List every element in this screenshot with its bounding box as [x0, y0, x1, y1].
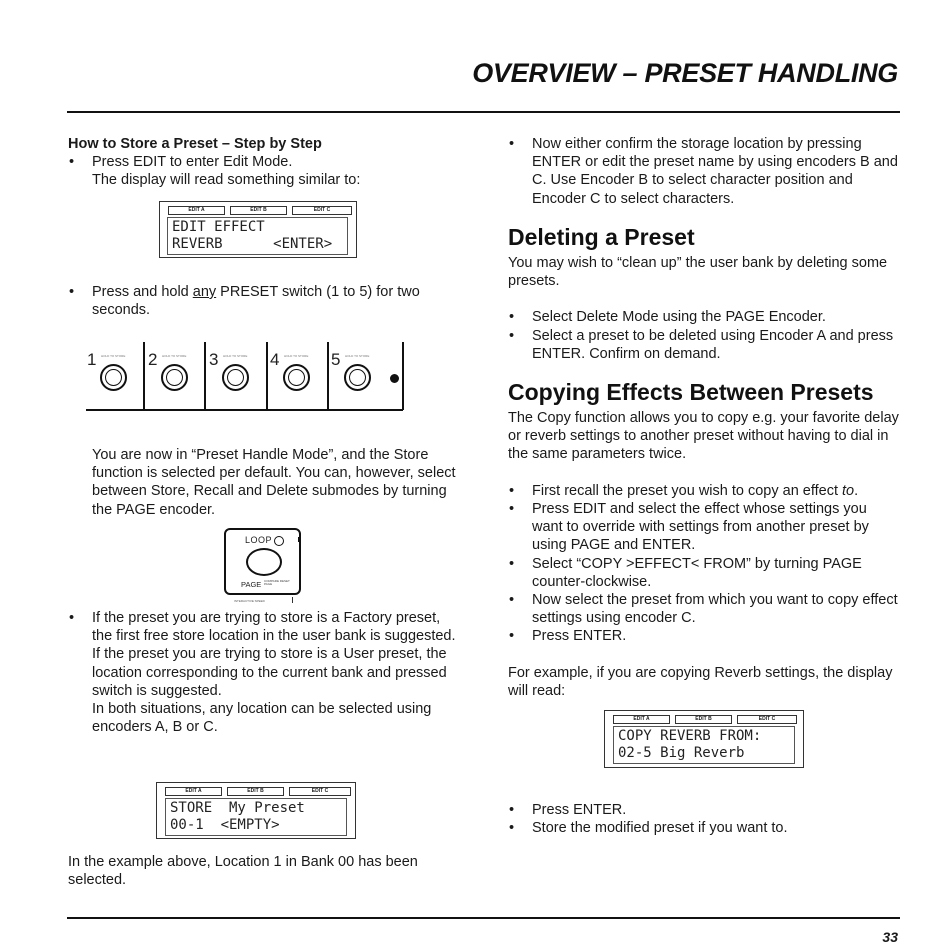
step-press-hold-pre: Press and hold	[92, 284, 193, 300]
final-step-store: • Store the modified preset if you want to.	[508, 819, 900, 837]
encoder-marker	[298, 537, 300, 542]
lcd-tab-edit-a: EDIT A	[613, 715, 670, 724]
example-location-text: In the example above, Location 1 in Bank 00 has been selected.	[68, 854, 418, 889]
user-preset-text: If the preset you are trying to store is a User preset, the location corresponding to the current bank and pressed switch is suggested.	[92, 646, 447, 699]
copy-heading: Copying Effects Between Presets	[508, 379, 874, 406]
copy-example-text: For example, if you are copying Reverb settings, the display will read:	[508, 664, 893, 700]
delete-step-2: • Select a preset to be deleted using Encoder A and press ENTER. Confirm on demand.	[508, 327, 900, 363]
lcd-screen	[165, 798, 347, 836]
step-press-edit-detail: The display will read something similar to:	[92, 172, 361, 189]
preset-switch-3[interactable]	[222, 364, 249, 391]
factory-preset-text: • If the preset you are trying to store is a Factory preset, the first free store location in the user bank is suggested.	[68, 609, 460, 645]
loop-label: LOOP	[245, 535, 273, 545]
switch-number-5: 5	[331, 350, 341, 369]
switch-hold-label: HOLD TO STORE	[223, 354, 248, 358]
switch-divider	[204, 342, 206, 410]
switch-row-baseline	[86, 409, 403, 411]
example-block	[68, 853, 460, 889]
copy-step-1-em: to	[842, 482, 855, 499]
delete-intro: You may wish to “clean up” the user bank by deleting some presets.	[508, 254, 888, 290]
page-sub-label: COMPARE RESET PAGE	[264, 579, 290, 586]
copy-step-1-post: .	[854, 482, 859, 499]
lcd-line-1: COPY REVERB FROM:	[618, 728, 762, 744]
step-press-edit: • Press EDIT to enter Edit Mode.	[68, 153, 458, 171]
page-title: OVERVIEW – PRESET HANDLING	[472, 58, 898, 88]
lcd-tab-edit-a: EDIT A	[168, 206, 225, 215]
page-number: 33	[882, 929, 898, 945]
lcd-tab-edit-c: EDIT C	[292, 206, 352, 215]
switch-hold-label: HOLD TO STORE	[284, 354, 309, 358]
lcd-line-2: REVERB <ENTER>	[172, 236, 333, 252]
switch-hold-label: HOLD TO STORE	[101, 354, 126, 358]
lcd-line-2: 00-1 <EMPTY>	[170, 817, 280, 833]
switch-number-3: 3	[209, 350, 219, 369]
lcd-display-store	[156, 782, 356, 839]
step-press-hold-any: any	[192, 284, 217, 300]
encoder-tick	[292, 597, 293, 603]
footer-rule	[67, 917, 900, 919]
lcd-tab-edit-b: EDIT B	[230, 206, 287, 215]
handle-mode-text: You are now in “Preset Handle Mode”, and the Store function is selected per default. You can, however, select between Store, Recall and Delete submodes by turning the PAGE encoder.	[92, 447, 456, 518]
both-situations-text: In both situations, any location can be selected using encoders A, B or C.	[92, 701, 432, 736]
lcd-screen	[613, 726, 795, 764]
switch-number-1: 1	[87, 350, 97, 369]
lcd-display-edit-effect	[159, 201, 357, 258]
lcd-tab-edit-a: EDIT A	[165, 787, 222, 796]
final-steps-block	[508, 801, 900, 837]
switch-divider	[327, 342, 329, 410]
copy-step-1	[508, 482, 900, 500]
lcd-line-1: STORE My Preset	[170, 800, 305, 816]
copy-step-4: • Now select the preset from which you want to copy effect settings using encoder C.	[508, 591, 900, 627]
lcd-tab-edit-b: EDIT B	[675, 715, 732, 724]
step-press-hold	[68, 283, 458, 319]
step-hold-block	[68, 283, 458, 319]
right-column	[508, 135, 900, 700]
page-label: PAGE	[241, 580, 262, 589]
page-encoder-knob[interactable]	[246, 548, 282, 576]
factory-user-block	[68, 609, 460, 736]
preset-switch-4[interactable]	[283, 364, 310, 391]
store-steps-block	[68, 135, 458, 190]
switch-divider	[266, 342, 268, 410]
lcd-line-2: 02-5 Big Reverb	[618, 745, 745, 761]
lcd-screen	[167, 217, 348, 255]
lcd-line-1: EDIT EFFECT	[172, 219, 265, 235]
switch-number-4: 4	[270, 350, 280, 369]
interactive-speed-label: INTERACTIVE SPEED	[234, 599, 265, 603]
lcd-display-copy-reverb	[604, 710, 804, 768]
copy-step-3: • Select “COPY >EFFECT< FROM” by turning PAGE counter-clockwise.	[508, 555, 900, 591]
preset-switch-1[interactable]	[100, 364, 127, 391]
switch-divider	[402, 342, 404, 410]
header-rule	[67, 111, 900, 113]
lcd-tab-edit-c: EDIT C	[737, 715, 797, 724]
switch-hold-label: HOLD TO STORE	[345, 354, 370, 358]
copy-step-1-pre: First recall the preset you wish to copy an effect	[532, 482, 843, 499]
delete-step-1: • Select Delete Mode using the PAGE Encoder.	[508, 308, 900, 326]
confirm-storage-text: • Now either confirm the storage location by pressing ENTER or edit the preset name by using encoders B and C. Use Encoder B to select character position and Encoder C to select characters.	[508, 135, 900, 208]
lcd-tab-edit-c: EDIT C	[289, 787, 351, 796]
switch-hold-label: HOLD TO STORE	[162, 354, 187, 358]
loop-icon	[274, 536, 284, 546]
handle-mode-block	[92, 446, 458, 519]
final-step-press-enter: • Press ENTER.	[508, 801, 900, 819]
copy-step-5: • Press ENTER.	[508, 627, 900, 645]
step-press-hold-post: PRESET switch (1 to 5) for two seconds.	[92, 284, 420, 319]
lcd-tab-edit-b: EDIT B	[227, 787, 284, 796]
switch-divider	[143, 342, 145, 410]
copy-step-2: • Press EDIT and select the effect whose settings you want to override with settings from another preset by using PAGE and ENTER.	[508, 500, 900, 555]
switch-number-2: 2	[148, 350, 158, 369]
led-indicator-icon	[390, 374, 399, 383]
store-heading: How to Store a Preset – Step by Step	[68, 136, 322, 152]
preset-switch-2[interactable]	[161, 364, 188, 391]
delete-heading: Deleting a Preset	[508, 223, 695, 250]
copy-intro: The Copy function allows you to copy e.g. your favorite delay or reverb settings to another preset without having to dial in the same parameters twice.	[508, 410, 899, 463]
preset-switch-5[interactable]	[344, 364, 371, 391]
